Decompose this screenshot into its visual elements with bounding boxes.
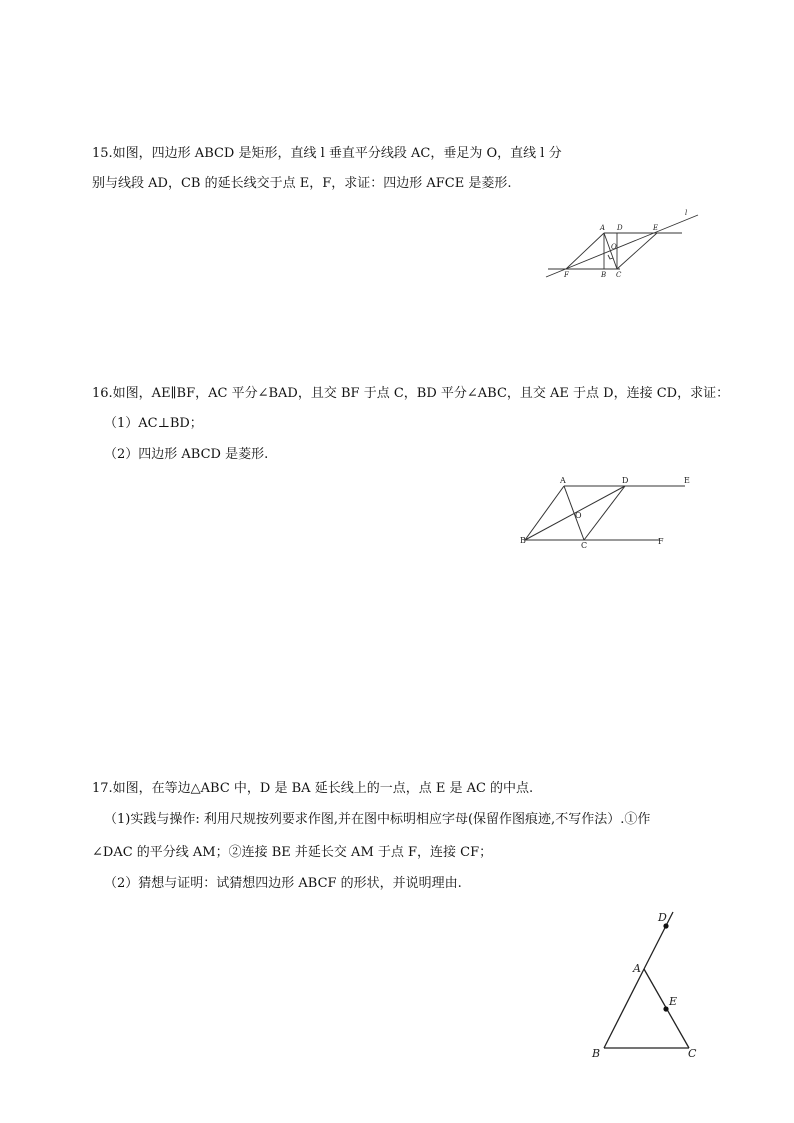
q16-side-cd (584, 486, 625, 540)
q17-text-line-3: ∠DAC 的平分线 AM；②连接 BE 并延长交 AM 于点 F，连接 CF； (92, 845, 493, 860)
q16-text-line-1: 16.如图，AE∥BF，AC 平分∠BAD，且交 BF 于点 C，BD 平分∠ABC，且交 AE 于点 D，连接 CD，求证： (92, 386, 730, 401)
q15-side-ce (617, 233, 657, 269)
q17-label-a: A (633, 962, 641, 975)
q17-label-e: E (669, 995, 678, 1008)
q17-text-line-4: （2）猜想与证明：试猜想四边形 ABCF 的形状，并说明理由. (104, 876, 462, 891)
q16-label-f: F (658, 537, 664, 546)
q17-point-d (663, 923, 668, 928)
q17-side-ab (604, 969, 644, 1048)
q16-label-a: A (560, 476, 566, 485)
q15-label-b: B (601, 271, 607, 279)
q15-label-a: A (600, 224, 606, 232)
q15-figure (540, 205, 710, 285)
q15-text-line-2: 别与线段 AD，CB 的延长线交于点 E，F，求证：四边形 AFCE 是菱形. (92, 176, 512, 191)
q16-label-o: O (575, 511, 582, 520)
q16-label-c: C (581, 541, 588, 550)
q17-point-e (663, 1006, 668, 1011)
q15-label-c: C (616, 271, 622, 279)
q17-figure (580, 905, 710, 1065)
q15-label-o: O (611, 243, 617, 251)
q17-label-d: D (658, 911, 667, 924)
q16-item-2: （2）四边形 ABCD 是菱形. (104, 447, 269, 462)
q16-label-b: B (520, 536, 526, 545)
q17-label-c: C (688, 1047, 697, 1060)
q15-diagonal-ac (604, 233, 617, 269)
q17-label-b: B (592, 1047, 601, 1060)
q15-label-f: F (564, 271, 569, 279)
q16-figure (515, 473, 700, 548)
q15-label-l: l (685, 209, 688, 217)
q17-text-line-1: 17.如图，在等边△ABC 中，D 是 BA 延长线上的一点，点 E 是 AC 的中点. (92, 781, 534, 796)
q16-label-e: E (684, 476, 690, 485)
q16-side-ab (525, 486, 564, 540)
q15-label-d: D (617, 224, 623, 232)
q15-text-line-1: 15.如图，四边形 ABCD 是矩形，直线 l 垂直平分线段 AC，垂足为 O，直线 l 分 (92, 146, 562, 161)
q15-side-af (566, 233, 604, 269)
q17-text-line-2: （1)实践与操作: 利用尺规按列要求作图,并在图中标明相应字母(保留作图痕迹,不写作法）.①作 (104, 812, 651, 827)
q16-item-1: （1）AC⊥BD； (104, 416, 203, 431)
q15-label-e: E (653, 224, 659, 232)
q16-label-d: D (622, 476, 629, 485)
